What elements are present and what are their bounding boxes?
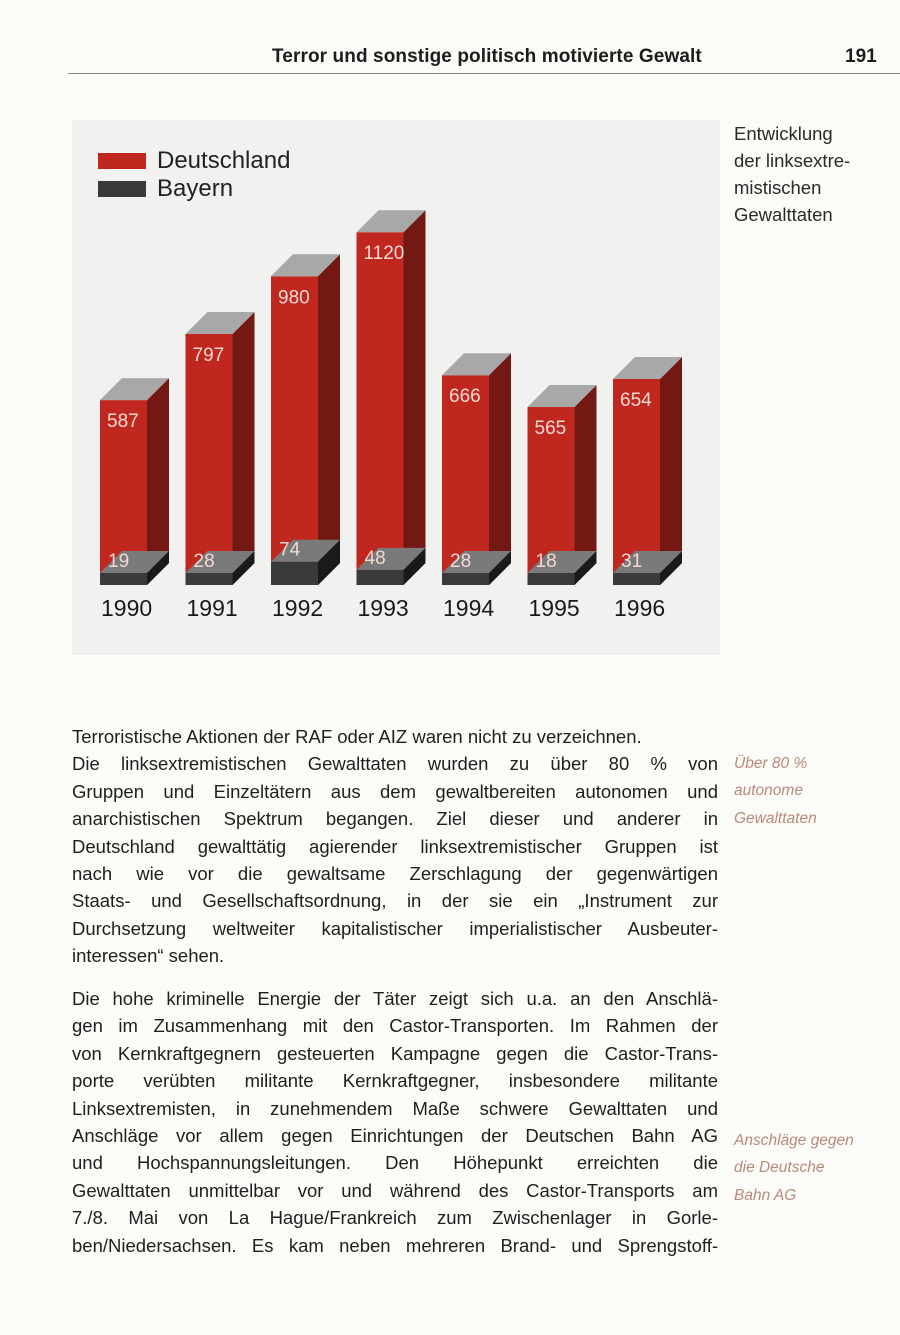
data-label-deutschland: 587 (107, 411, 139, 433)
paragraph-line: Die hohe kriminelle Energie der Täter zeigt sich u.a. an den Anschlä- (72, 988, 718, 1009)
x-tick-label: 1992 (272, 595, 324, 621)
legend-label-deutschland: Deutschland (157, 147, 291, 174)
margin-note-line: autonome (734, 782, 803, 800)
bar-side-deutschland (660, 357, 682, 585)
paragraph-line: nach wie vor die gewaltsame Zerschlagung der gegenwärtigen (72, 863, 718, 885)
bar-deutschland (186, 334, 233, 585)
chart-caption-line: der linksextre- (734, 150, 851, 171)
chart-caption-line: Entwicklung (734, 123, 833, 144)
data-label-deutschland: 666 (449, 386, 481, 408)
running-header-title: Terror und sonstige politisch motivierte Gewalt (272, 46, 702, 67)
data-label-bayern: 18 (535, 551, 557, 572)
data-label-deutschland: 654 (620, 389, 652, 411)
margin-note-line: Bahn AG (734, 1186, 797, 1204)
bar-side-deutschland (404, 210, 426, 585)
x-tick-label: 1993 (357, 595, 409, 621)
bar-side-deutschland (318, 254, 340, 585)
paragraph-line: Anschläge vor allem gegen Einrichtungen der Deutschen Bahn AG (72, 1125, 718, 1147)
paragraph-line: ben/Niedersachsen. Es kam neben mehreren Brand- und Sprengstoff- (72, 1234, 718, 1256)
data-label-deutschland: 980 (278, 287, 310, 309)
margin-note-line: Anschläge gegen (734, 1132, 854, 1149)
bar-deutschland (357, 232, 404, 585)
bar-side-deutschland (489, 353, 511, 585)
paragraph-line: Staats- und Gesellschaftsordnung, in der sie ein „Instrument zur (72, 890, 718, 912)
legend-swatch-bayern (98, 181, 146, 197)
paragraph-1 (72, 723, 718, 970)
bar-bayern (271, 562, 318, 585)
margin-note-autonome (734, 750, 894, 832)
paragraph-line: und Hochspannungsleitungen. Den Höhepunkt erreichten die (72, 1152, 718, 1174)
paragraph-2 (72, 985, 718, 1259)
header-rule (68, 73, 900, 74)
bar-bayern (613, 573, 660, 585)
x-tick-label: 1990 (101, 595, 153, 621)
paragraph-line: Terroristische Aktionen der RAF oder AIZ waren nicht zu verzeichnen. (72, 726, 642, 747)
paragraph-line: Gruppen und Einzeltätern aus dem gewaltbereiten autonomen und (72, 780, 718, 802)
paragraph-line: Die linksextremistischen Gewalttaten wurden zu über 80 % von (72, 753, 718, 775)
paragraph-line: Gewalttaten unmittelbar vor und während des Castor-Transports am (72, 1179, 718, 1201)
margin-note-line: Über 80 % (734, 755, 808, 772)
bar-bayern (442, 573, 489, 585)
paragraph-line: von Kernkraftgegnern gesteuerten Kampagne gegen die Castor-Trans- (72, 1042, 718, 1064)
paragraph-line: Durchsetzung weltweiter kapitalistischer imperialistischer Ausbeuter- (72, 917, 718, 939)
data-label-bayern: 48 (364, 547, 386, 569)
chart-caption-line: mistischen (734, 177, 822, 198)
data-label-bayern: 74 (279, 539, 301, 561)
data-label-bayern: 28 (193, 551, 215, 572)
paragraph-line: gen im Zusammenhang mit den Castor-Transporten. Im Rahmen der (72, 1015, 718, 1037)
data-label-bayern: 19 (108, 551, 130, 572)
bar-deutschland (271, 276, 318, 585)
paragraph-line: anarchistischen Spektrum begangen. Ziel dieser und anderer in (72, 808, 718, 830)
bar-bayern (528, 573, 575, 585)
bar-bayern (186, 573, 233, 585)
paragraph-line: 7./8. Mai von La Hague/Frankreich zum Zwischenlager in Gorle- (72, 1207, 718, 1229)
x-tick-label: 1994 (443, 595, 495, 621)
legend-label-bayern: Bayern (157, 175, 234, 202)
data-label-deutschland: 1120 (363, 243, 405, 265)
bar-bayern (357, 570, 404, 585)
bar-bayern (100, 573, 147, 585)
paragraph-line: Linksextremisten, in zunehmendem Maße schwere Gewalttaten und (72, 1097, 718, 1119)
paragraph-line: interessen“ sehen. (72, 945, 225, 967)
margin-note-line: Gewalttaten (734, 809, 817, 827)
margin-note-bahn (734, 1127, 894, 1209)
bar-side-deutschland (233, 312, 255, 585)
legend-swatch-deutschland (98, 153, 146, 169)
x-tick-label: 1991 (186, 595, 238, 621)
chart-caption-line: Gewalttaten (734, 204, 833, 225)
data-label-bayern: 28 (450, 551, 472, 572)
data-label-deutschland: 565 (534, 418, 567, 440)
paragraph-line: Deutschland gewalttätig agierender linksextremistischer Gruppen ist (72, 835, 718, 857)
data-label-deutschland: 797 (192, 344, 225, 366)
page-number: 191 (845, 46, 877, 67)
x-tick-label: 1995 (528, 595, 580, 621)
margin-note-line: die Deutsche (734, 1159, 825, 1177)
chart-caption (734, 120, 894, 228)
paragraph-line: porte verübten militante Kernkraftgegner, insbesondere militante (72, 1070, 718, 1092)
x-tick-label: 1996 (614, 595, 666, 621)
bar-chart (72, 120, 720, 655)
chart-panel (72, 120, 720, 655)
data-label-bayern: 31 (621, 551, 643, 572)
